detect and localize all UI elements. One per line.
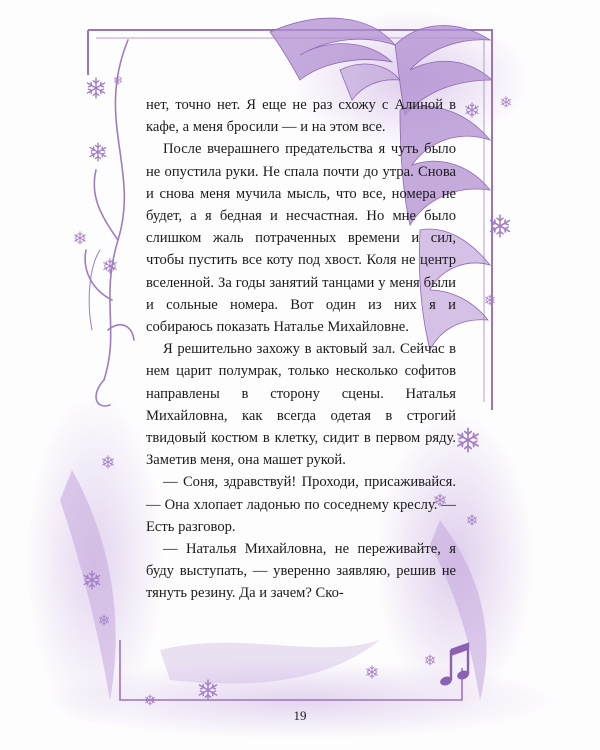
paragraph: нет, точно нет. Я еще не раз схожу с Алиной в кафе, а меня бросили — и на этом все. — [146, 97, 456, 136]
paragraph: После вчерашнего предательства я чуть было не опустила руки. Не спала почти до утра. Снова и снова меня мучила мысль, что все, номера не будет, а я бедная и несчастная. Но мне было слишком жаль потраченных времени и сил, чтобы пустить все коту под хвост. Коля не центр вселенной. За годы занятий танцами у меня были и сольные номера. Вот один из них я и собираюсь показать Наталье Михайловне. — [146, 141, 456, 336]
body-text — [146, 94, 456, 605]
paragraph: Я решительно захожу в актовый зал. Сейчас в нем царит полумрак, только несколько софитов направлены в сторону сцены. Наталья Михайловна, как всегда одетая в строгий твидовый костюм в клетку, сидит в первом ряду. Заметив меня, она машет рукой. — [146, 341, 456, 469]
page-number: 19 — [293, 708, 307, 723]
paragraph: — Наталья Михайловна, не переживайте, я буду выступать, — уверенно заявляю, решив не тянуть резину. Да и зачем? Ско- — [146, 541, 456, 602]
paragraph: — Соня, здравствуй! Проходи, присаживайся. — Она хлопает ладонью по соседнему креслу. — Есть разговор. — [146, 474, 456, 535]
feather-ornament — [85, 40, 134, 406]
